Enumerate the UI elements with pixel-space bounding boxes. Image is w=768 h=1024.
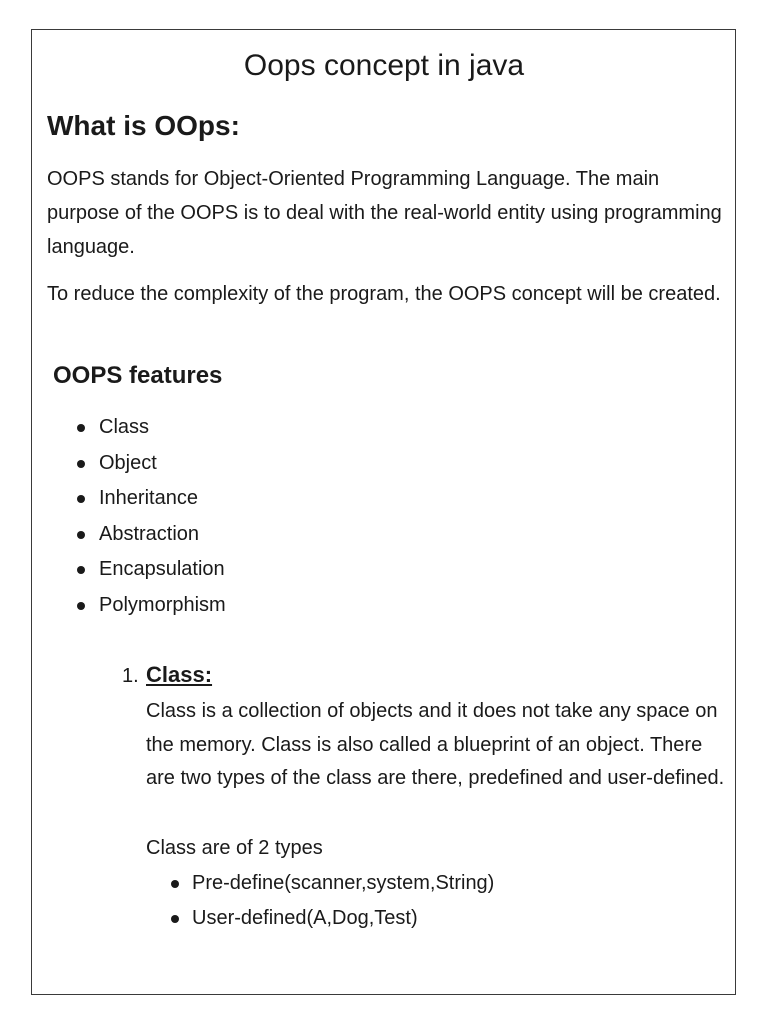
class-types-intro: Class are of 2 types: [146, 837, 323, 859]
feature-label: Encapsulation: [99, 558, 225, 580]
class-description: Class is a collection of objects and it does not take any space on the memory. Class is also called a blueprint of an object. There are two types of the class are there, predefined and user-defined.: [146, 700, 725, 790]
paragraph-oops-definition: OOPS stands for Object-Oriented Programming Language. The main purpose of the OOPS is to deal with the real-world entity using programming language.: [47, 168, 722, 258]
class-type-label: Pre-define(scanner,system,String): [192, 872, 495, 894]
paragraph-oops-purpose: To reduce the complexity of the program, the OOPS concept will be created.: [47, 283, 721, 305]
feature-label: Class: [99, 416, 150, 438]
features-heading: OOPS features: [53, 362, 223, 389]
bullet-icon: [171, 915, 179, 923]
bullet-icon: [77, 602, 85, 610]
bullet-icon: [77, 566, 85, 574]
section-number: 1.: [122, 665, 139, 687]
bullet-icon: [77, 495, 85, 503]
feature-label: Polymorphism: [99, 593, 226, 616]
document-title: Oops concept in java: [243, 49, 525, 82]
feature-label: Object: [99, 451, 157, 474]
bullet-icon: [77, 424, 85, 432]
bullet-icon: [77, 531, 85, 539]
bullet-icon: [77, 460, 85, 468]
class-type-label: User-defined(A,Dog,Test): [192, 907, 418, 929]
feature-label: Inheritance: [99, 487, 198, 509]
feature-label: Abstraction: [99, 522, 200, 545]
bullet-icon: [171, 880, 179, 888]
section-title-class: Class:: [146, 662, 213, 687]
section-heading-what-is-oops: What is OOps:: [47, 110, 240, 141]
